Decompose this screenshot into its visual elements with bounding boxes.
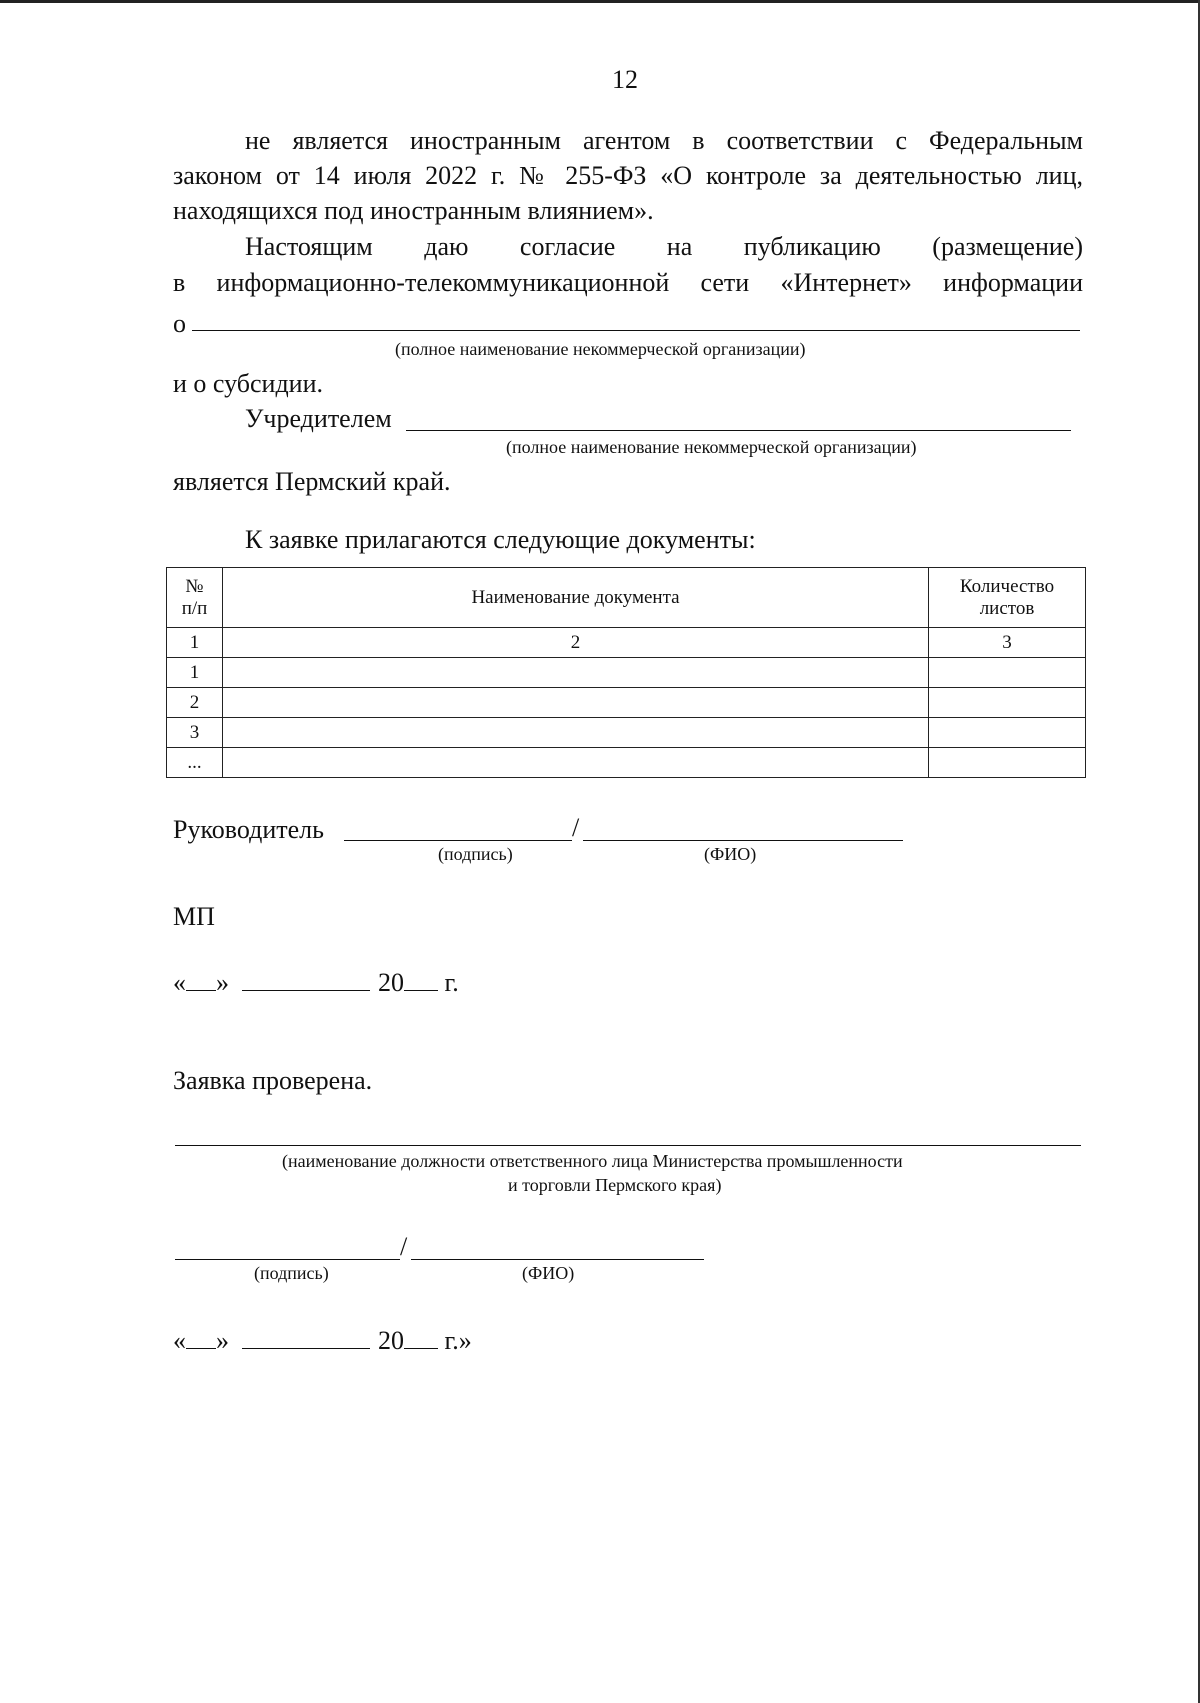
- table-cell: [929, 748, 1086, 778]
- date1-year-suffix: г.: [444, 968, 459, 997]
- founder-name-caption: (полное наименование некоммерческой организации): [506, 437, 917, 457]
- head-signature-caption: (подпись): [438, 844, 513, 864]
- official-name-line: [411, 1259, 704, 1260]
- table-cell: 2: [223, 628, 929, 658]
- header-sheet-count: [929, 568, 1086, 628]
- date2-open-quote: «: [173, 1326, 186, 1355]
- date1-close-quote: »: [216, 968, 229, 997]
- official-position-line: [175, 1145, 1081, 1146]
- head-name-caption: (ФИО): [704, 844, 757, 864]
- date2-day-line: [186, 1348, 216, 1349]
- official-signature-slash: /: [400, 1232, 408, 1261]
- head-signature-label: Руководитель: [173, 815, 324, 844]
- paragraph2-suffix: и о субсидии.: [173, 369, 324, 398]
- organization-name-line: [192, 330, 1080, 331]
- founder-suffix: является Пермский край.: [173, 467, 451, 496]
- founder-name-line: [406, 430, 1071, 431]
- header-qty-line2: листов: [979, 597, 1035, 619]
- date1-open-quote: «: [173, 968, 186, 997]
- paragraph2-line1: Настоящим даю согласие на публикацию (размещение): [245, 232, 1083, 261]
- table-cell: [223, 658, 929, 688]
- date2-year-suffix: г.»: [444, 1326, 472, 1355]
- head-signature-line: [344, 840, 572, 841]
- paragraph2-line2: в информационно-телекоммуникационной сети «Интернет» информации: [173, 268, 1083, 297]
- table-cell: 3: [167, 718, 223, 748]
- paragraph2-prefix: о: [173, 309, 186, 338]
- table-cell: [223, 688, 929, 718]
- date1-day-line: [186, 990, 216, 991]
- table-cell: [223, 718, 929, 748]
- attachments-table: [166, 567, 1086, 778]
- header-number-line2: п/п: [181, 597, 208, 619]
- page-number: 12: [612, 65, 638, 94]
- paragraph1-line1: не является иностранным агентом в соответствии с Федеральным: [245, 126, 1083, 155]
- date1-month-line: [242, 990, 370, 991]
- date2: [173, 1324, 472, 1358]
- table-cell: 1: [167, 628, 223, 658]
- date2-year-line: [404, 1348, 438, 1349]
- table-cell: ...: [167, 748, 223, 778]
- table-header-row: [167, 568, 1086, 628]
- founder-label: Учредителем: [245, 404, 392, 433]
- official-caption-line1: (наименование должности ответственного лица Министерства промышленности: [282, 1151, 903, 1171]
- official-caption-line2: и торговли Пермского края): [508, 1175, 722, 1195]
- table-row: [167, 718, 1086, 748]
- verified-label: Заявка проверена.: [173, 1066, 373, 1095]
- header-document-name: Наименование документа: [223, 568, 929, 628]
- table-cell: [929, 688, 1086, 718]
- table-cell: [929, 658, 1086, 688]
- official-signature-caption: (подпись): [254, 1263, 329, 1283]
- table-row: [167, 688, 1086, 718]
- organization-name-caption: (полное наименование некоммерческой организации): [395, 339, 806, 359]
- paragraph1-line3: находящихся под иностранным влиянием».: [173, 196, 654, 225]
- scan-edge-top: [0, 0, 1200, 3]
- date2-close-quote: »: [216, 1326, 229, 1355]
- official-name-caption: (ФИО): [522, 1263, 575, 1283]
- table-cell: [929, 718, 1086, 748]
- table-cell: 1: [167, 658, 223, 688]
- paragraph1-line2: законом от 14 июля 2022 г. № 255-ФЗ «О контроле за деятельностью лиц,: [173, 161, 1083, 190]
- date1-year-prefix: 20: [378, 968, 404, 997]
- head-name-line: [583, 840, 903, 841]
- official-signature-line: [175, 1259, 400, 1260]
- table-cell: 3: [929, 628, 1086, 658]
- date1-year-line: [404, 990, 438, 991]
- header-number-line1: №: [185, 575, 204, 597]
- table-cell: [223, 748, 929, 778]
- date2-year-prefix: 20: [378, 1326, 404, 1355]
- header-qty-line1: Количество: [959, 575, 1055, 597]
- table-row: [167, 748, 1086, 778]
- attachments-heading: К заявке прилагаются следующие документы:: [245, 525, 756, 554]
- header-number: [167, 568, 223, 628]
- table-cell: 2: [167, 688, 223, 718]
- head-signature-slash: /: [572, 813, 580, 842]
- date1: [173, 966, 459, 1000]
- table-numbering-row: [167, 628, 1086, 658]
- stamp-label: МП: [173, 902, 215, 931]
- table-row: [167, 658, 1086, 688]
- date2-month-line: [242, 1348, 370, 1349]
